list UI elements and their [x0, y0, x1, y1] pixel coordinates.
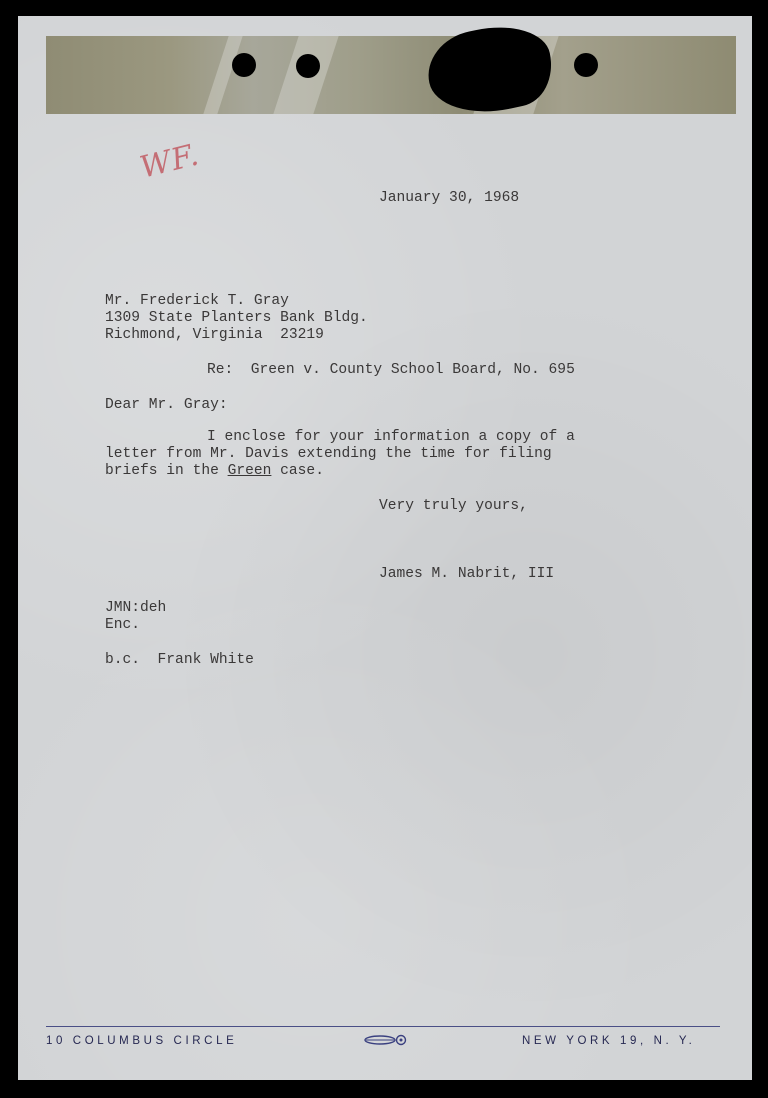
footer-rule	[46, 1026, 720, 1027]
body-line-3	[105, 463, 324, 480]
scan-edge-notch	[74, 0, 96, 6]
recipient-address-line1: 1309 State Planters Bank Bldg.	[105, 310, 368, 326]
binding-tape	[46, 36, 736, 114]
reference-line: Re: Green v. County School Board, No. 695	[207, 362, 575, 378]
punch-hole	[296, 54, 320, 78]
typist-initials: JMN:deh	[105, 600, 167, 616]
enclosure-note: Enc.	[105, 617, 141, 633]
case-name-underlined: Green	[227, 463, 272, 479]
handwritten-annotation: WF.	[136, 137, 203, 186]
footer-address-right: NEW YORK 19, N. Y.	[522, 1035, 696, 1047]
blind-copy-note: b.c. Frank White	[105, 652, 254, 668]
body-line-3-post: case.	[271, 463, 324, 479]
closing: Very truly yours,	[379, 498, 528, 514]
recipient-name: Mr. Frederick T. Gray	[105, 293, 289, 309]
letter-date: January 30, 1968	[379, 190, 520, 206]
footer-address-left: 10 COLUMBUS CIRCLE	[46, 1035, 238, 1047]
punch-hole	[574, 53, 598, 77]
recipient-address-line2: Richmond, Virginia 23219	[105, 327, 324, 343]
punch-hole	[232, 53, 256, 77]
body-line-3-pre: briefs in the	[105, 463, 228, 479]
salutation: Dear Mr. Gray:	[105, 397, 228, 413]
body-line-2: letter from Mr. Davis extending the time for filing	[105, 446, 552, 462]
signature-name: James M. Nabrit, III	[379, 566, 555, 582]
body-line-1: I enclose for your information a copy of a	[207, 429, 575, 445]
scales-emblem-icon	[364, 1033, 408, 1047]
letter-page	[18, 16, 752, 1080]
